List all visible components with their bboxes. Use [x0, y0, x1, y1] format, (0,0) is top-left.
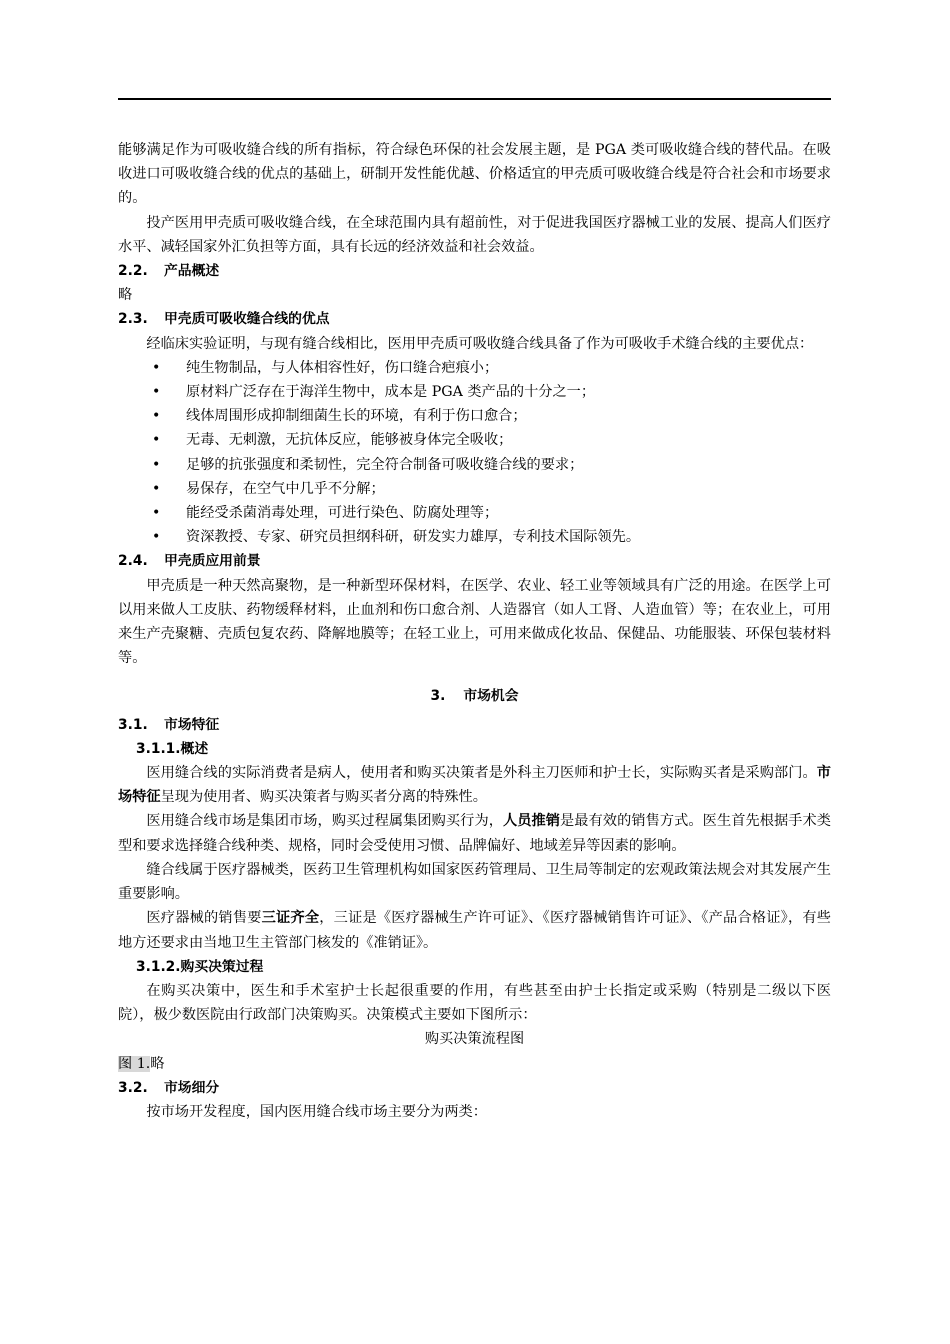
heading-3-1 — [118, 713, 831, 737]
bold-term: 市场特征 — [118, 765, 831, 806]
paragraph-3-1-1-b — [118, 809, 831, 857]
text-run: ，三证是《医疗器械生产许可证》、《医疗器械销售许可证》、《产品合格证》，有些地方还要求由当地卫生主管部门核发的《准销证》。 — [118, 910, 831, 951]
bullet-icon: • — [152, 456, 161, 473]
bullet-icon: • — [152, 505, 161, 522]
list-item-text: 原材料广泛存在于海洋生物中，成本是 PGA 类产品的十分之一； — [186, 384, 596, 401]
heading-3-2 — [118, 1076, 831, 1100]
heading-title: 产品概述 — [164, 263, 220, 280]
text-run: 医用缝合线市场是集团市场，购买过程属集团购买行为， — [146, 813, 503, 830]
bullet-icon: • — [152, 384, 161, 401]
bullet-icon: • — [152, 480, 161, 497]
text-run: 呈现为使用者、购买决策者与购买者分离的特殊性。 — [160, 789, 487, 806]
heading-title: 市场机会 — [463, 688, 519, 705]
list-item — [118, 404, 831, 428]
paragraph-3-1-2: 在购买决策中，医生和手术室护士长起很重要的作用，有些甚至由护士长指定或采购（特别是二级以下医院），极少数医院由行政部门决策购买。决策模式主要如下图所示： — [118, 982, 831, 1024]
list-item — [118, 356, 831, 380]
list-item — [118, 453, 831, 477]
figure-caption: 购买决策流程图 — [424, 1031, 525, 1048]
list-item — [118, 428, 831, 452]
list-item-text: 无毒、无刺激，无抗体反应，能够被身体完全吸收； — [186, 432, 513, 449]
heading-2-2 — [118, 259, 831, 283]
paragraph-2-2: 略 — [118, 287, 133, 304]
paragraph-2-3-intro: 经临床实验证明，与现有缝合线相比，医用甲壳质可吸收缝合线具备了作为可吸收手术缝合线的主要优点： — [146, 335, 814, 352]
list-item — [118, 477, 831, 501]
list-item — [118, 380, 831, 404]
heading-number: 3.2. — [118, 1079, 148, 1096]
heading-3 — [118, 684, 831, 708]
heading-number: 2.4. — [118, 553, 148, 570]
bullet-icon: • — [152, 408, 161, 425]
heading-3-1-2: 3.1.2.购买决策过程 — [136, 958, 264, 975]
list-item-text: 资深教授、专家、研究员担纲科研，研发实力雄厚，专利技术国际领先。 — [186, 529, 641, 546]
paragraph-intro-2: 投产医用甲壳质可吸收缝合线，在全球范围内具有超前性，对于促进我国医疗器械工业的发展、提高人们医疗水平、减轻国家外汇负担等方面，具有长远的经济效益和社会效益。 — [118, 214, 831, 255]
list-item-text: 易保存，在空气中几乎不分解； — [186, 480, 385, 497]
heading-2-3 — [118, 307, 831, 331]
heading-title: 市场细分 — [164, 1079, 220, 1096]
heading-number: 3.1. — [118, 716, 148, 733]
heading-3-1-1: 3.1.1.概述 — [136, 740, 209, 757]
list-item-text: 足够的抗张强度和柔韧性，完全符合制备可吸收缝合线的要求； — [186, 456, 584, 473]
figure-label: 图 1. — [118, 1055, 151, 1072]
list-item — [118, 501, 831, 525]
paragraph-3-2: 按市场开发程度，国内医用缝合线市场主要分为两类： — [146, 1103, 487, 1120]
heading-number: 2.3. — [118, 311, 148, 328]
paragraph-3-1-1-c: 缝合线属于医疗器械类，医药卫生管理机构如国家医药管理局、卫生局等制定的宏观政策法规会对其发展产生重要影响。 — [118, 861, 831, 903]
header-rule — [118, 98, 831, 100]
list-item-text: 能经受杀菌消毒处理，可进行染色、防腐处理等； — [186, 505, 499, 522]
bullet-icon: • — [152, 432, 161, 449]
text-run: 医疗器械的销售要 — [146, 910, 262, 927]
text-run: 医用缝合线的实际消费者是病人，使用者和购买决策者是外科主刀医师和护士长，实际购买者是采购部门。 — [146, 765, 817, 782]
figure-text: 略 — [150, 1055, 165, 1072]
list-item-text: 纯生物制品，与人体相容性好，伤口缝合疤痕小； — [186, 359, 499, 376]
heading-number: 3. — [430, 688, 446, 705]
paragraph-3-1-1-a — [118, 761, 831, 809]
bullet-icon: • — [152, 529, 161, 546]
heading-title: 甲壳质可吸收缝合线的优点 — [164, 311, 330, 328]
bold-term: 人员推销 — [502, 813, 561, 830]
heading-title: 市场特征 — [164, 716, 220, 733]
heading-number: 2.2. — [118, 263, 148, 280]
advantages-list — [118, 356, 831, 550]
list-item — [118, 525, 831, 549]
paragraph-2-4: 甲壳质是一种天然高聚物，是一种新型环保材料，在医学、农业、轻工业等领域具有广泛的用途。在医学上可以用来做人工皮肤、药物缓释材料，止血剂和伤口愈合剂、人造器官（如人工肾、人造血管）等；在农业上，可用来生产壳聚糖、壳质包复农药、降解地膜等；在轻工业上，可用来做成化妆品、保健品、功能服装、环保包装材料等。 — [118, 577, 831, 667]
bullet-icon: • — [152, 359, 161, 376]
bold-term: 三证齐全 — [261, 910, 320, 927]
figure-placeholder — [118, 1052, 831, 1076]
text-run: 是最有效的销售方式。医生首先根据手术类型和要求选择缝合线种类、规格，同时会受使用习惯、品牌偏好、地域差异等因素的影响。 — [118, 813, 831, 854]
paragraph-3-1-1-d — [118, 906, 831, 954]
heading-title: 甲壳质应用前景 — [164, 553, 261, 570]
heading-2-4 — [118, 549, 831, 573]
list-item-text: 线体周围形成抑制细菌生长的环境，有利于伤口愈合； — [186, 408, 527, 425]
paragraph-intro-1: 能够满足作为可吸收缝合线的所有指标，符合绿色环保的社会发展主题，是 PGA 类可吸收缝合线的替代品。在吸收进口可吸收缝合线的优点的基础上，研制开发性能优越、价格适宜的甲壳质可吸收缝合线是符合社会和市场要求的。 — [118, 142, 831, 207]
document-body — [118, 138, 831, 1124]
